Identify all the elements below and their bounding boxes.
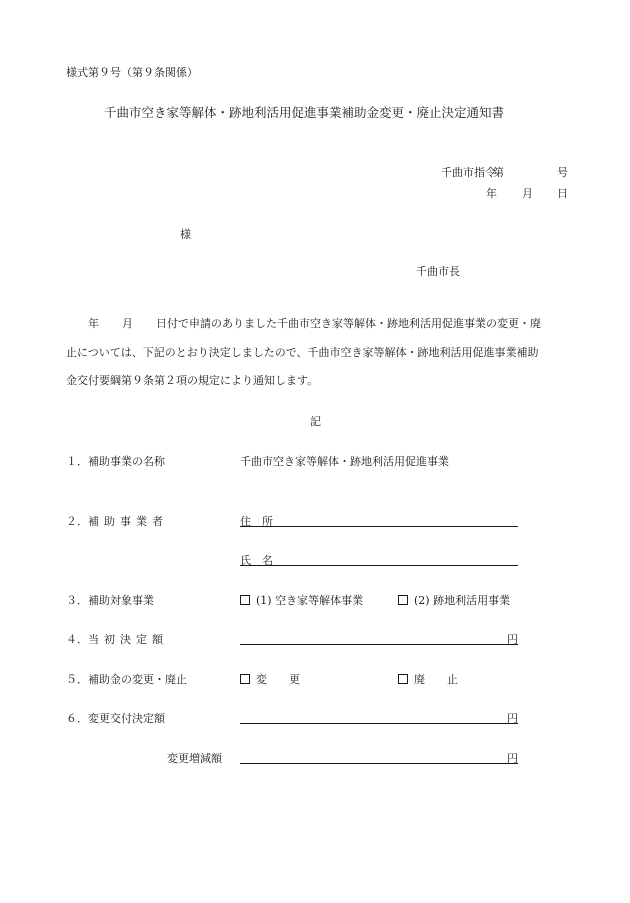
date-day: 日: [557, 187, 568, 200]
ref-dai: 第: [493, 166, 504, 179]
item5-option2-label: 廃 止: [414, 673, 458, 686]
item3-option2[interactable]: [398, 595, 510, 606]
item5-option2[interactable]: [398, 674, 458, 685]
item1-label: １．補助事業の名称: [66, 455, 165, 468]
item5-option1-label: 変 更: [256, 673, 300, 686]
item3-option2-label: (2) 跡地利活用事業: [414, 594, 511, 607]
item4-num: ４．: [66, 633, 88, 646]
date-month: 月: [522, 187, 533, 200]
item3-label: ３．補助対象事業: [66, 594, 154, 607]
date-year: 年: [486, 187, 497, 200]
item2-address-label: 住 所: [240, 515, 273, 528]
name-line[interactable]: [240, 565, 518, 566]
initial-amount-line[interactable]: [240, 644, 518, 645]
body-line1: 日付で申請のありました千曲市空き家等解体・跡地利活用促進事業の変更・廃: [156, 317, 541, 330]
item1-value: 千曲市空き家等解体・跡地利活用促進事業: [240, 455, 449, 468]
item3-option1-label: (1) 空き家等解体事業: [256, 594, 364, 607]
checkbox-haishi[interactable]: [398, 674, 408, 684]
checkbox-atochi[interactable]: [398, 595, 408, 605]
item5-label: ５．補助金の変更・廃止: [66, 673, 187, 686]
checkbox-kaitai[interactable]: [240, 595, 250, 605]
document-title: 千曲市空き家等解体・跡地利活用促進事業補助金変更・廃止決定通知書: [104, 105, 505, 120]
item7-unit: 円: [507, 752, 518, 765]
ref-go: 号: [557, 166, 568, 179]
body-line3: 金交付要綱第９条第２項の規定により通知します。: [66, 374, 319, 387]
item5-option1[interactable]: [240, 674, 300, 685]
item2-num: ２．: [66, 515, 88, 528]
body-month: 月: [122, 317, 133, 330]
item2-name-label: 氏 名: [240, 554, 273, 567]
item2-label: 補助事業者: [88, 515, 168, 528]
checkbox-henkou[interactable]: [240, 674, 250, 684]
addressee-suffix: 様: [180, 228, 191, 241]
item7-label: 変更増減額: [167, 752, 222, 765]
item3-option1[interactable]: [240, 595, 363, 606]
item4-unit: 円: [507, 633, 518, 646]
item6-label: ６．変更交付決定額: [66, 712, 165, 725]
body-year: 年: [88, 317, 99, 330]
form-id: 様式第９号（第９条関係）: [66, 66, 198, 79]
issuer: 千曲市長: [416, 265, 460, 278]
address-line[interactable]: [240, 526, 518, 527]
item6-unit: 円: [507, 712, 518, 725]
delta-amount-line[interactable]: [240, 763, 518, 764]
ref-office: 千曲市指令: [441, 166, 496, 179]
item4-label: 当初決定額: [88, 633, 168, 646]
ki-heading: 記: [310, 415, 321, 428]
changed-amount-line[interactable]: [240, 723, 518, 724]
body-line2: 止については、下記のとおり決定しましたので、千曲市空き家等解体・跡地利活用促進事業補助: [66, 346, 539, 359]
